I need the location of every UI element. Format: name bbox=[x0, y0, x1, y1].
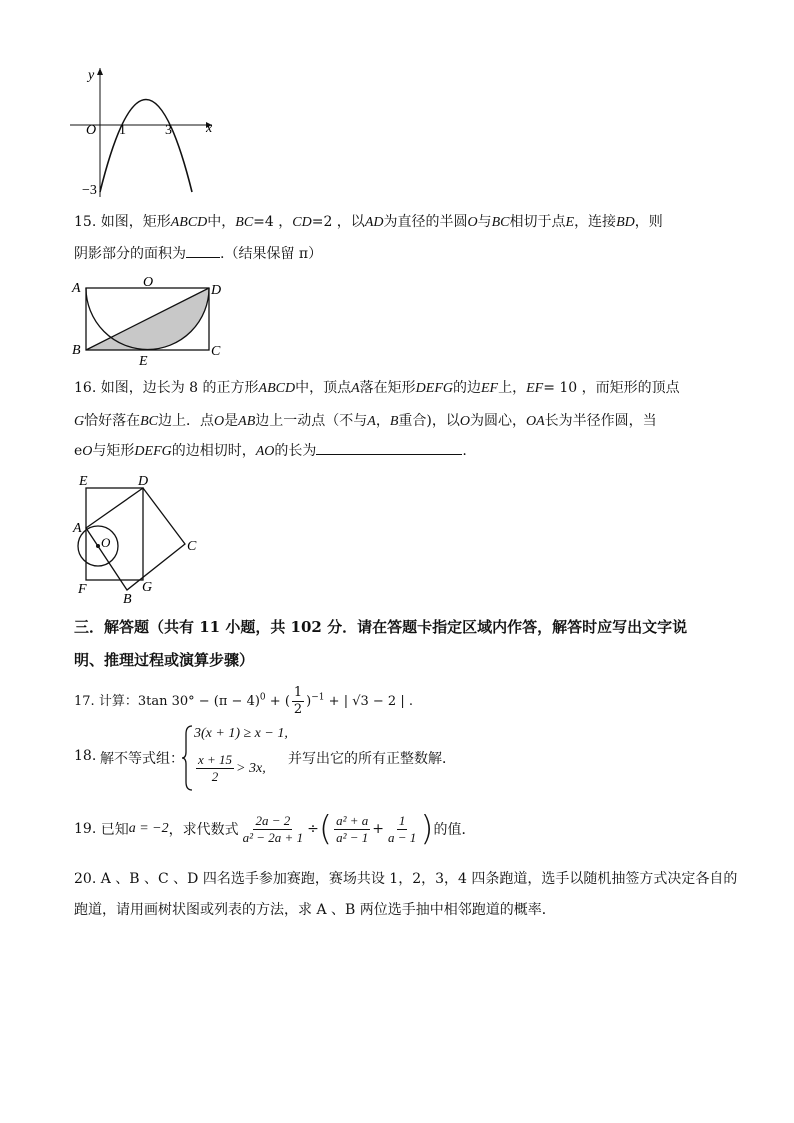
q16-label-g: G bbox=[142, 580, 153, 595]
q15-text: 与 bbox=[477, 214, 492, 230]
y-axis-label: y bbox=[88, 68, 95, 83]
q16-defg: DEFG bbox=[134, 444, 172, 459]
q16-label-o: O bbox=[101, 535, 111, 550]
section3-heading-line2: 明、推理过程或演算步骤） bbox=[74, 651, 255, 669]
q16-label-d: D bbox=[138, 474, 149, 489]
q16-defg: DEFG bbox=[415, 381, 453, 396]
q19-frac1-num: 2a − 2 bbox=[255, 812, 291, 828]
q16-text: 重合)，以 bbox=[398, 413, 460, 429]
q16-circle-symbol: e bbox=[74, 443, 83, 459]
q15-text: ，连接 bbox=[574, 214, 617, 230]
q16-oa: OA bbox=[525, 414, 545, 429]
section3-heading-line1: 三．解答题（共有 11 小题，共 102 分．请在答题卡指定区域内作答，解答时应写出文字说 bbox=[74, 618, 688, 636]
q16-text: 是 bbox=[224, 413, 239, 429]
q16-ao: AO bbox=[255, 444, 275, 459]
q18-label: 解不等式组： bbox=[100, 751, 184, 767]
q19-right-paren: ) bbox=[420, 809, 434, 849]
q19-tail: 的值． bbox=[433, 822, 476, 838]
q16-text: ， bbox=[375, 413, 390, 429]
q16-text: 中，顶点 bbox=[295, 380, 352, 396]
q15-line1 bbox=[74, 212, 663, 233]
q18-frac-den: 2 bbox=[211, 769, 219, 784]
q16-label-f: F bbox=[78, 582, 87, 597]
q19-frac2-den: a² − 1 bbox=[336, 829, 369, 845]
q16-a: A bbox=[367, 414, 376, 429]
q16-text: 长为半径作圆，当 bbox=[544, 413, 657, 429]
q19-plus: + bbox=[372, 821, 384, 837]
q19-number: 19. bbox=[74, 821, 97, 837]
q16-text: 为圆心， bbox=[469, 413, 526, 429]
q16-text: 落在矩形 bbox=[359, 380, 416, 396]
q19-text: ，求代数式 bbox=[168, 822, 239, 838]
q15-bc: BC bbox=[235, 215, 254, 230]
q16-o: O bbox=[214, 414, 225, 429]
q20-line1 bbox=[74, 869, 737, 889]
q18-fraction bbox=[196, 752, 234, 785]
q16-label-b: B bbox=[123, 592, 132, 606]
q16-text: 的长为 bbox=[274, 443, 317, 459]
q16-line3 bbox=[74, 441, 467, 462]
q18-tail: 并写出它的所有正整数解． bbox=[288, 751, 456, 767]
q17-fraction bbox=[292, 685, 304, 718]
q15-o: O bbox=[467, 215, 478, 230]
q17-expr: + | √3 − 2 | . bbox=[324, 694, 413, 709]
q17-exp: −1 bbox=[311, 692, 325, 703]
q18-number: 18. bbox=[74, 748, 97, 764]
q16-line2 bbox=[74, 411, 657, 432]
q16-bc: BC bbox=[140, 414, 159, 429]
q16-g: G bbox=[74, 414, 85, 429]
q16-text: 与矩形 bbox=[92, 443, 135, 459]
q16-ab: AB bbox=[238, 414, 256, 429]
q16-text: 上， bbox=[498, 380, 527, 396]
q15-bc: BC bbox=[491, 215, 510, 230]
q16-answer-blank[interactable] bbox=[316, 442, 462, 455]
q17-number: 17. bbox=[74, 694, 95, 709]
q19-fraction-2 bbox=[334, 813, 370, 846]
q15-ad: AD bbox=[364, 215, 384, 230]
q16-label-a: A bbox=[73, 521, 82, 536]
q15-text: 阴影部分的面积为 bbox=[74, 246, 186, 262]
q19-fraction-1 bbox=[241, 813, 305, 846]
q17-expr: ) bbox=[306, 694, 312, 709]
q17-expr: + ( bbox=[265, 694, 290, 709]
q15-label-b: B bbox=[72, 343, 81, 358]
q15-text: ，则 bbox=[634, 214, 663, 230]
q17-frac-den: 2 bbox=[293, 702, 303, 717]
q16-abcd: ABCD bbox=[258, 381, 296, 396]
q16-label-e: E bbox=[79, 474, 88, 489]
q18-brace bbox=[182, 724, 194, 792]
q18-inequality-1: 3(x + 1) ≥ x − 1, bbox=[194, 726, 288, 741]
q16-a: A bbox=[351, 381, 360, 396]
q15-label-c: C bbox=[211, 344, 221, 359]
q19-condition: a = −2 bbox=[128, 821, 169, 836]
q16-ef: EF bbox=[480, 381, 499, 396]
q20-line2: 跑道，请用画树状图或列表的方法，求 A 、B 两位选手抽中相邻跑道的概率． bbox=[74, 902, 556, 918]
q16-ef: EF bbox=[526, 381, 544, 396]
y-axis-arrow bbox=[97, 68, 103, 75]
q16-line1 bbox=[74, 378, 680, 399]
q16-b: B bbox=[389, 414, 399, 429]
q15-bd: BD bbox=[616, 215, 635, 230]
parabola-curve bbox=[100, 100, 192, 193]
q15-text: =2 ，以 bbox=[311, 214, 365, 230]
q19-frac2-num: a² + a bbox=[336, 812, 369, 828]
q16-text: 边上一动点（不与 bbox=[255, 413, 368, 429]
q15-e: E bbox=[565, 215, 575, 230]
q19-frac1-den: a² − 2a + 1 bbox=[242, 829, 304, 845]
q16-text: 边上．点 bbox=[158, 413, 215, 429]
q15-figure bbox=[66, 276, 236, 368]
q16-text: . bbox=[462, 443, 467, 459]
q19-left-paren: ( bbox=[318, 809, 333, 849]
parabola-graph bbox=[60, 62, 230, 207]
q15-number: 15. bbox=[74, 214, 97, 230]
q16-text: 如图，边长为 8 的正方形 bbox=[100, 380, 259, 396]
q15-text: 如图，矩形 bbox=[100, 214, 171, 230]
q18-ineq2-rest: > 3x, bbox=[236, 760, 266, 776]
q15-cd: CD bbox=[292, 215, 312, 230]
q15-text: 相切于点 bbox=[509, 214, 566, 230]
q17-exp: 0 bbox=[259, 692, 266, 703]
q17-frac-num: 1 bbox=[293, 685, 303, 700]
q18-inequality-2 bbox=[194, 752, 266, 785]
q19-frac3-den: a − 1 bbox=[387, 829, 417, 845]
q17-expr: 3tan 30° − (π − 4) bbox=[137, 694, 260, 709]
q16-text: 的边相切时， bbox=[171, 443, 256, 459]
q15-abcd: ABCD bbox=[170, 215, 208, 230]
q15-label-a: A bbox=[72, 281, 81, 296]
q17 bbox=[74, 685, 413, 718]
q19 bbox=[74, 806, 476, 852]
q15-label-d: D bbox=[211, 283, 222, 298]
q15-text: =4 ， bbox=[253, 214, 293, 230]
q19-fraction-3 bbox=[386, 813, 418, 846]
q20-text: A 、B 、C 、D 四名选手参加赛跑，赛场共设 1，2，3，4 四条跑道，选手以随机抽签方式决定各自的 bbox=[100, 871, 738, 887]
q16-o: O bbox=[82, 444, 93, 459]
q16-text: 的边 bbox=[452, 380, 481, 396]
q20-number: 20. bbox=[74, 871, 97, 887]
q16-o: O bbox=[459, 414, 470, 429]
q16-label-c: C bbox=[187, 539, 197, 554]
q15-text: .（结果保留 π） bbox=[220, 246, 323, 262]
q16-text: = 10 ，而矩形的顶点 bbox=[543, 380, 680, 396]
q16-figure bbox=[66, 470, 216, 606]
origin-label: O bbox=[86, 123, 97, 138]
q15-label-e: E bbox=[139, 354, 148, 368]
q16-text: 恰好落在 bbox=[84, 413, 141, 429]
q16-center-o bbox=[96, 544, 100, 548]
x-tick-3: 3 bbox=[165, 123, 172, 138]
q15-text: 为直径的半圆 bbox=[383, 214, 468, 230]
q15-answer-blank[interactable] bbox=[186, 245, 220, 258]
x-tick-1: 1 bbox=[119, 123, 126, 138]
q15-label-o: O bbox=[143, 276, 154, 290]
q15-line2 bbox=[74, 244, 322, 264]
q19-label: 已知 bbox=[100, 822, 129, 838]
q15-text: 中， bbox=[207, 214, 236, 230]
q19-frac3-num: 1 bbox=[398, 812, 406, 828]
q17-label: 计算： bbox=[98, 694, 138, 709]
q18-frac-num: x + 15 bbox=[198, 752, 233, 767]
q16-number: 16. bbox=[74, 380, 97, 396]
y-tick-neg3: −3 bbox=[82, 183, 97, 198]
q18 bbox=[74, 722, 494, 794]
q19-divide: ÷ bbox=[307, 821, 319, 837]
x-axis-label: x bbox=[206, 121, 213, 136]
